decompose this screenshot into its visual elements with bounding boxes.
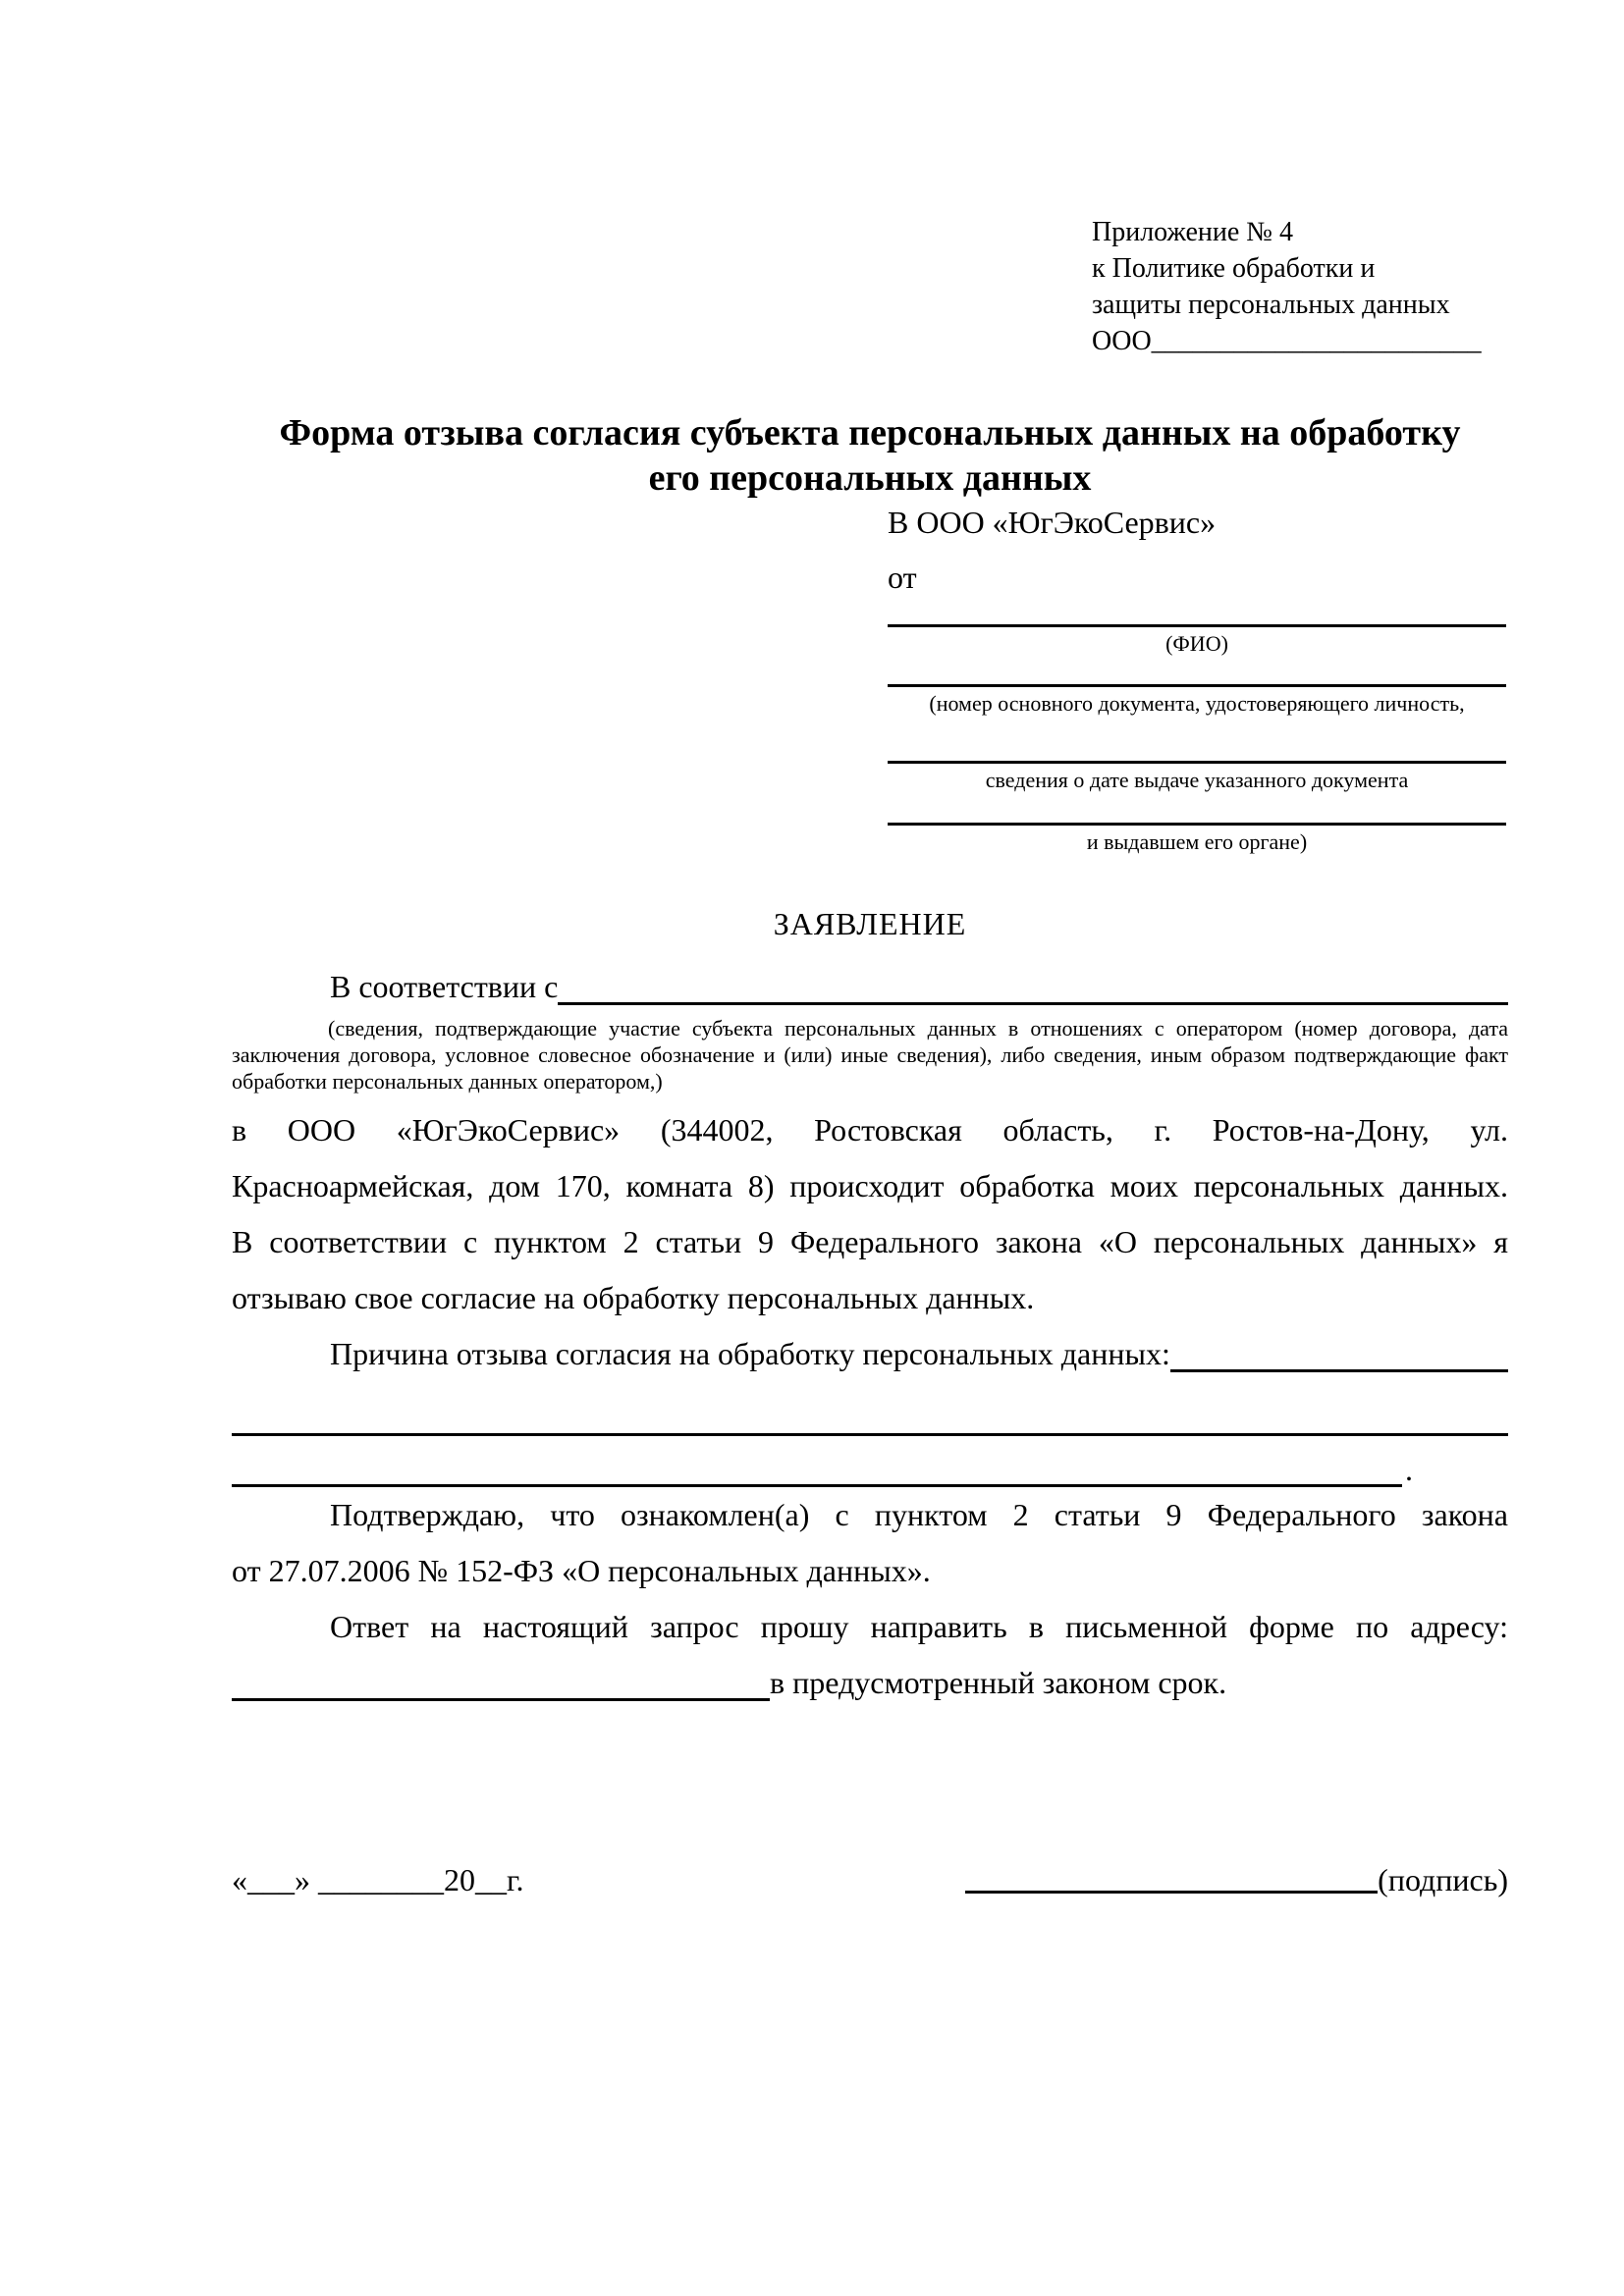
header-line-ooo-blank: ООО________________________ (1092, 326, 1482, 356)
reason-period: . (1405, 1452, 1413, 1487)
header-line-policy-2: защиты персональных данных (1092, 290, 1450, 320)
header-block (1092, 214, 1508, 359)
reason-label: Причина отзыва согласия на обработку персональных данных: (330, 1336, 1170, 1371)
statement-heading: ЗАЯВЛЕНИЕ (773, 906, 967, 941)
fio-caption: (ФИО) (1165, 631, 1228, 656)
body-line-4: отзываю свое согласие на обработку персональных данных. (232, 1280, 1035, 1315)
accordance-caption-line-3: обработки персональных данных оператором,) (232, 1069, 663, 1094)
reply-line-1: Ответ на настоящий запрос прошу направить в письменной форме по адресу: (330, 1609, 1508, 1644)
doc-issuer-caption: и выдавшем его органе) (1086, 829, 1308, 854)
addressee-from-label: от (888, 560, 917, 595)
accordance-blank-line (558, 1002, 1508, 1005)
form-title-line-2: его персональных данных (648, 457, 1092, 499)
fio-blank-line (888, 624, 1506, 627)
body-line-2: Красноармейская, дом 170, комната 8) происходит обработка моих персональных данных. (232, 1168, 1508, 1203)
accordance-prefix: В соответствии с (330, 969, 559, 1004)
reason-blank-line-1 (1170, 1369, 1508, 1372)
doc-date-blank-line (888, 761, 1506, 764)
addressee-to: В ООО «ЮгЭкоСервис» (888, 505, 1217, 540)
signature-group (965, 1858, 1508, 1901)
signature-caption: (подпись) (1378, 1862, 1508, 1897)
form-title (232, 410, 1508, 501)
accordance-caption-line-2: заключения договора, условное словесное обозначение и (или) иные сведения), либо сведения, иным образом подтверждающие факт (232, 1042, 1508, 1067)
reason-row (232, 1326, 1508, 1382)
doc-number-caption: (номер основного документа, удостоверяющего личность, (929, 691, 1465, 716)
doc-number-blank-line (888, 684, 1506, 687)
signature-blank-line (965, 1891, 1378, 1894)
accordance-caption-line-1: (сведения, подтверждающие участие субъекта персональных данных в отношениях с оператором (номер договора, дата (328, 1016, 1508, 1041)
reply-address-blank-line (232, 1698, 770, 1701)
doc-date-caption: сведения о дате выдаче указанного документа (985, 768, 1409, 792)
footer-row (232, 1858, 1508, 1901)
doc-issuer-blank-line (888, 823, 1506, 826)
reply-line-2: в предусмотренный законом срок. (770, 1665, 1227, 1700)
addressee-block (888, 501, 1506, 855)
confirm-line-2: от 27.07.2006 № 152-ФЗ «О персональных данных». (232, 1553, 931, 1588)
body-line-3: В соответствии с пунктом 2 статьи 9 Федерального закона «О персональных данных» я (232, 1224, 1508, 1259)
reason-blank-line-3 (232, 1436, 1508, 1487)
body-line-1: в ООО «ЮгЭкоСервис» (344002, Ростовская область, г. Ростов-на-Дону, ул. (232, 1112, 1508, 1148)
reply-row-2 (232, 1655, 1508, 1711)
date-field: «___» ________20__г. (232, 1862, 524, 1897)
reason-blank-line-3-rule (232, 1436, 1402, 1487)
header-line-policy-1: к Политике обработки и (1092, 253, 1376, 284)
form-title-line-1: Форма отзыва согласия субъекта персональных данных на обработку (279, 412, 1461, 454)
confirm-line-1: Подтверждаю, что ознакомлен(а) с пунктом 2 статьи 9 Федерального закона (330, 1497, 1508, 1532)
header-line-appendix: Приложение № 4 (1092, 217, 1293, 247)
accordance-row (232, 959, 1508, 1015)
reason-blank-line-2 (232, 1382, 1508, 1436)
